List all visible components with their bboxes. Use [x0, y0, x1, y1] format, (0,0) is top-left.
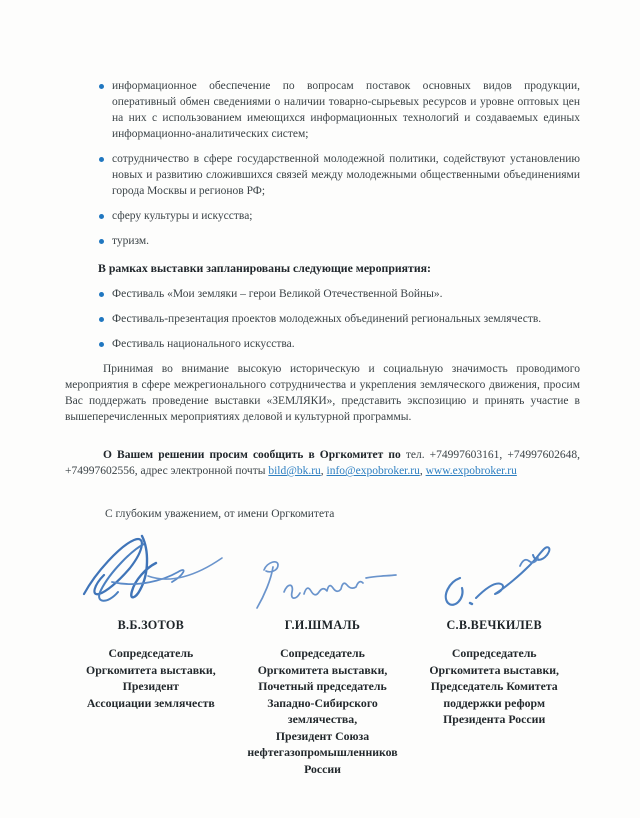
bullet-text: Фестиваль «Мои земляки – герои Великой Отечественной Войны».: [112, 288, 443, 300]
title-line: Президент Союза: [275, 728, 370, 743]
bullet-dot-icon: [99, 292, 104, 297]
title-line: Президента России: [443, 712, 546, 726]
title-line: Почетный председатель: [258, 679, 387, 693]
contact-phones: тел. +74997603161, +74997602648, +74997602556, адрес электронной почты: [65, 449, 581, 477]
title-line: Оргкомитета выставки,: [429, 662, 559, 677]
title-line: Сопредседатель: [451, 646, 537, 660]
bullet-text: сферу культуры и искусства;: [112, 210, 253, 222]
title-line: нефтегазопромышленников: [247, 745, 398, 759]
bullet-text: сотрудничество в сфере государственной молодежной политики, содействуют установлению новых и развитию сложившихся связей между молодежными общественными объединениями города Москвы и регионов РФ;: [112, 153, 580, 197]
handwritten-signature-icon: [434, 540, 554, 614]
closing-line: С глубоким уважением, от имени Оргкомитета: [105, 508, 335, 520]
title-line: Оргкомитета выставки,: [257, 662, 388, 677]
email-link-bild[interactable]: bild@bk.ru: [268, 465, 321, 477]
title-line: Президент: [122, 679, 179, 693]
bullet-item: [98, 78, 580, 142]
signature-image-shmal: [237, 528, 409, 614]
handwritten-signature-icon: [248, 556, 398, 614]
bullet-item: [98, 286, 580, 302]
bullet-dot-icon: [99, 84, 104, 89]
handwritten-signature-icon: [76, 530, 226, 614]
website-link[interactable]: www.expobroker.ru: [425, 465, 517, 477]
title-line: землячества,: [287, 712, 358, 726]
signature-image-zotov: [65, 528, 237, 614]
bullet-item: [98, 208, 580, 224]
signature-column-shmal: [237, 528, 409, 777]
bullet-item: [98, 233, 580, 249]
events-bullet-list: [65, 286, 580, 352]
title-line: Западно-Сибирского: [267, 695, 378, 710]
bullet-text: туризм.: [112, 235, 150, 247]
signature-column-vechkilev: [408, 528, 580, 777]
contact-bold-lead: О Вашем решении просим сообщить в Оргкомитет по: [103, 449, 401, 461]
bullet-text: Фестиваль-презентация проектов молодежных объединений региональных землячеств.: [112, 313, 542, 325]
title-line: Сопредседатель: [280, 646, 365, 660]
bullet-dot-icon: [99, 317, 104, 322]
email-link-info[interactable]: info@expobroker.ru: [326, 465, 420, 477]
signatory-title: [247, 645, 397, 777]
title-line: России: [304, 761, 341, 776]
title-line: Председатель Комитета: [430, 679, 558, 693]
separator: ,: [419, 465, 423, 477]
bullet-dot-icon: [99, 214, 104, 219]
bullet-item: [98, 311, 580, 327]
title-line: поддержки реформ: [443, 695, 545, 710]
signatory-title: [86, 645, 216, 711]
events-heading: В рамках выставки запланированы следующие мероприятия:: [98, 261, 431, 275]
signatory-title: [429, 645, 559, 728]
bullet-dot-icon: [99, 239, 104, 244]
bullet-dot-icon: [99, 157, 104, 162]
separator: ,: [320, 465, 324, 477]
signatory-name: В.Б.ЗОТОВ: [117, 618, 185, 632]
bullet-text: Фестиваль национального искусства.: [112, 338, 295, 350]
bullet-dot-icon: [99, 342, 104, 347]
bullet-item: [98, 336, 580, 352]
title-line: Оргкомитета выставки,: [86, 662, 216, 677]
title-line: Ассоциации землячеств: [86, 695, 215, 710]
signature-image-vechkilev: [408, 528, 580, 614]
cooperation-bullet-list: [65, 78, 580, 249]
signatory-name: Г.И.ШМАЛЬ: [284, 618, 361, 632]
bullet-item: [98, 151, 580, 199]
contact-paragraph: [65, 447, 580, 479]
bullet-text: информационное обеспечение по вопросам поставок основных видов продукции, оперативный обмен сведениями о наличии товарно-сырьевых ресурсов и уровне оптовых цен на них с использованием имеющихся информационных технологий и создаваемых единых информационно-аналитических систем;: [112, 80, 580, 140]
title-line: Сопредседатель: [108, 646, 194, 660]
signatory-name: С.В.ВЕЧКИЛЕВ: [446, 618, 542, 632]
request-paragraph: Принимая во внимание высокую историческую и социальную значимость проводимого мероприятия в сфере межрегионального сотрудничества и укрепления земляческого движения, просим Вас поддержать проведение выставки «ЗЕМЛЯКИ», представить экспозицию и принять участие в вышеперечисленных мероприятиях деловой и культурной программы.: [65, 363, 580, 423]
signature-column-zotov: [65, 528, 237, 777]
signature-block: [65, 528, 580, 777]
